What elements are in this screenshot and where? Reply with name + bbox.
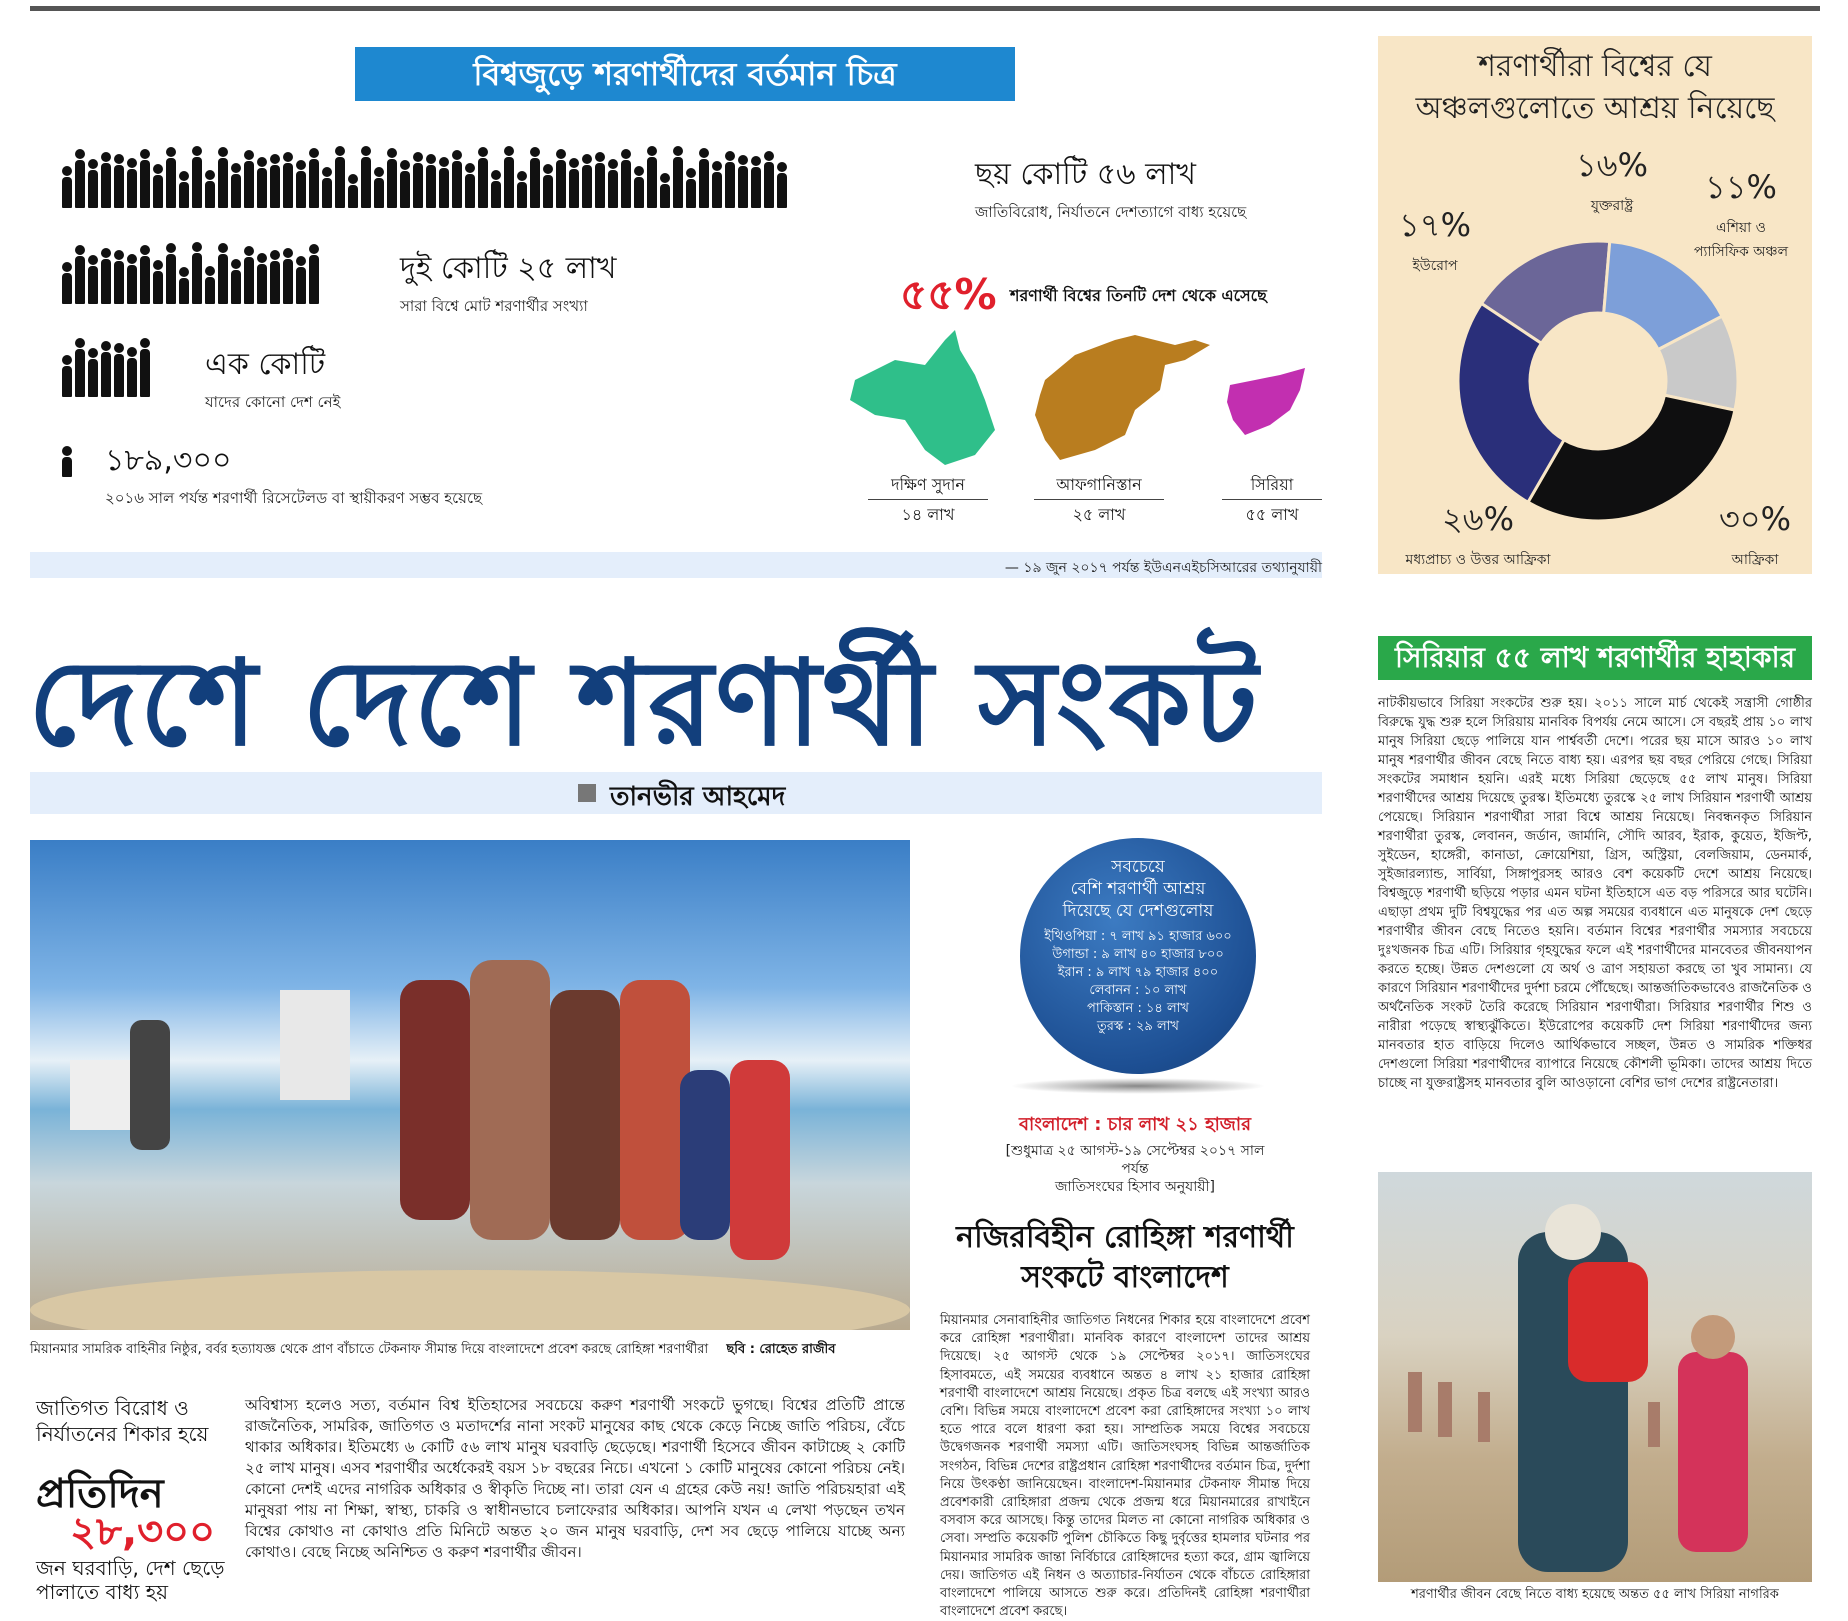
person-silhouette-icon <box>62 262 72 304</box>
person-silhouette-icon <box>426 154 436 208</box>
person-silhouette-icon <box>140 149 150 208</box>
person-silhouette-icon <box>244 246 254 304</box>
photo-people-icon <box>30 840 910 1330</box>
person-silhouette-icon <box>361 146 371 208</box>
daily-big: প্রতিদিন <box>36 1471 164 1517</box>
person-silhouette-icon <box>504 146 514 208</box>
donut-title <box>1378 46 1812 130</box>
donut-title-line2: অঞ্চলগুলোতে আশ্রয় নিয়েছে <box>1415 91 1775 126</box>
person-silhouette-icon <box>699 148 709 208</box>
person-silhouette-icon <box>374 167 384 208</box>
person-silhouette-icon <box>270 154 280 208</box>
person-silhouette-icon <box>88 159 98 208</box>
stat-2-value: দুই কোটি ২৫ লাখ <box>400 251 617 286</box>
circle-title <box>1020 856 1256 922</box>
rohingya-headline <box>940 1218 1310 1298</box>
person-silhouette-icon <box>491 170 501 208</box>
daily-label-l1: জাতিগত বিরোধ ও <box>36 1396 189 1420</box>
circle-title-l2: বেশি শরণার্থী আশ্রয় <box>1070 879 1206 899</box>
stat-3-label: যাদের কোনো দেশ নেই <box>205 393 341 411</box>
person-silhouette-icon <box>296 256 306 304</box>
caption-credit: ছবি : রোহেত রাজীব <box>726 1342 836 1357</box>
label: আফ্রিকা <box>1731 552 1779 568</box>
person-silhouette-icon <box>764 151 774 208</box>
person-silhouette-icon <box>257 253 267 304</box>
person-silhouette-icon <box>62 446 72 477</box>
person-silhouette-icon <box>309 244 319 304</box>
person-silhouette-icon <box>296 160 306 208</box>
circle-title-l1: সবচেয়ে <box>1111 857 1165 877</box>
person-silhouette-icon <box>712 161 722 208</box>
rohingya-headline-l1: নজিরবিহীন রোহিঙ্গা শরণার্থী <box>956 1220 1294 1255</box>
person-silhouette-icon <box>101 248 111 304</box>
person-silhouette-icon <box>140 338 150 397</box>
circle-item: তুরস্ক : ২৯ লাখ <box>1097 1019 1179 1034</box>
country-count: ২৫ লাখ <box>1034 499 1164 529</box>
person-silhouette-icon <box>205 170 215 208</box>
label-l1: এশিয়া ও <box>1715 220 1766 236</box>
person-silhouette-icon <box>413 152 423 208</box>
person-silhouette-icon <box>62 166 72 208</box>
person-silhouette-icon <box>738 155 748 208</box>
person-silhouette-icon <box>777 162 787 208</box>
person-silhouette-icon <box>660 173 670 208</box>
person-silhouette-icon <box>543 164 553 208</box>
person-silhouette-icon <box>127 254 137 304</box>
stat-4 <box>105 436 482 512</box>
country-south-sudan <box>868 472 988 529</box>
person-silhouette-icon <box>101 152 111 208</box>
rohingya-photo-caption <box>30 1340 910 1361</box>
country-afghanistan <box>1034 472 1164 529</box>
person-silhouette-icon <box>244 150 254 208</box>
daily-foot <box>36 1556 225 1604</box>
syria-photo-caption: শরণার্থীর জীবন বেছে নিতে বাধ্য হয়েছে অন্তত ৫৫ লাখ সিরিয়া নাগরিক <box>1411 1587 1779 1602</box>
country-name: সিরিয়া <box>1250 475 1294 494</box>
person-silhouette-icon <box>88 348 98 397</box>
person-silhouette-icon <box>309 148 319 208</box>
person-silhouette-icon <box>452 150 462 208</box>
stat-4-label: ২০১৬ সাল পর্যন্ত শরণার্থী রিসেটেলড বা স্থায়ীকরণ সম্ভব হয়েছে <box>105 489 483 507</box>
donut-label-europe <box>1395 200 1475 278</box>
person-silhouette-icon <box>478 147 488 208</box>
person-silhouette-icon <box>192 146 202 208</box>
donut-hole <box>1530 313 1666 449</box>
country-count: ৫৫ লাখ <box>1222 499 1322 529</box>
donut-label-africa <box>1710 494 1800 572</box>
circle-item: ইথিওপিয়া : ৭ লাখ ৯১ হাজার ৬০০ <box>1044 929 1232 944</box>
person-silhouette-icon <box>166 147 176 208</box>
donut-label-mena <box>1388 494 1568 572</box>
pct: ২৬% <box>1441 500 1515 538</box>
bangladesh-note-l1: [শুধুমাত্র ২৫ আগস্ট-১৯ সেপ্টেম্বর ২০১৭ সাল পর্যন্ত <box>1005 1143 1265 1177</box>
person-silhouette-icon <box>751 156 761 208</box>
person-silhouette-icon <box>595 152 605 208</box>
person-silhouette-icon <box>335 146 345 208</box>
person-silhouette-icon <box>192 242 202 304</box>
pct: ১১% <box>1705 168 1777 206</box>
person-silhouette-icon <box>75 245 85 304</box>
person-silhouette-icon <box>517 171 527 208</box>
daily-number: ২৮,৩০০ <box>70 1509 216 1555</box>
headline: দেশে দেশে শরণার্থী সংকট <box>28 634 1260 772</box>
person-silhouette-icon <box>88 255 98 304</box>
person-silhouette-icon <box>231 163 241 208</box>
origin-percent: ৫৫% <box>900 270 997 319</box>
person-silhouette-icon <box>231 259 241 304</box>
person-silhouette-icon <box>439 157 449 208</box>
person-silhouette-icon <box>75 338 85 397</box>
circle-list <box>1020 928 1256 1036</box>
byline: তানভীর আহমেদ <box>610 782 786 812</box>
bangladesh-note <box>990 1142 1280 1196</box>
person-silhouette-icon <box>153 260 163 304</box>
country-maps <box>835 320 1315 470</box>
person-silhouette-icon <box>556 149 566 208</box>
person-silhouette-icon <box>270 250 280 304</box>
origin-text: শরণার্থী বিশ্বের তিনটি দেশ থেকে এসেছে <box>1010 286 1267 305</box>
syria-map-icon <box>1227 368 1305 435</box>
bangladesh-count: বাংলাদেশ : চার লাখ ২১ হাজার <box>1018 1114 1252 1135</box>
donut-chart <box>1453 236 1743 526</box>
top-rule <box>30 6 1820 11</box>
caption-text: মিয়ানমার সামরিক বাহিনীর নিষ্ঠুর, বর্বর হত্যাযজ্ঞ থেকে প্রাণ বাঁচাতে টেকনাফ সীমান্ত দিয়ে বাংলাদেশে প্রবেশ করছে রোহিঙ্গা শরণার্থীরা <box>30 1342 709 1357</box>
circle-shadow <box>1010 1078 1266 1094</box>
rohingya-photo <box>30 840 910 1330</box>
person-silhouette-icon <box>166 243 176 304</box>
country-count: ১৪ লাখ <box>868 499 988 529</box>
person-silhouette-icon <box>608 159 618 208</box>
person-silhouette-icon <box>686 168 696 208</box>
person-silhouette-icon <box>114 343 124 397</box>
person-silhouette-icon <box>179 267 189 304</box>
byline-bullet <box>578 784 596 802</box>
person-silhouette-icon <box>127 158 137 208</box>
person-silhouette-icon <box>153 164 163 208</box>
country-name: আফগানিস্তান <box>1056 475 1142 494</box>
source-note: — ১৯ জুন ২০১৭ পর্যন্ত ইউএনএইচসিআরের তথ্যানুযায়ী <box>1004 560 1322 576</box>
donut-title-line1: শরণার্থীরা বিশ্বের যে <box>1478 49 1712 84</box>
person-silhouette-icon <box>322 167 332 208</box>
pct: ৩০% <box>1718 500 1792 538</box>
person-silhouette-icon <box>101 341 111 397</box>
daily-label-l2: নির্যাতনের শিকার হয়ে <box>36 1422 209 1446</box>
stat-4-value: ১৮৯,৩০০ <box>105 443 232 478</box>
silhouette-row-2 <box>62 242 319 304</box>
south-sudan-map-icon <box>850 330 995 465</box>
person-silhouette-icon <box>725 151 735 208</box>
rohingya-body: মিয়ানমার সেনাবাহিনীর জাতিগত নিধনের শিকার হয়ে বাংলাদেশে প্রবেশ করে রোহিঙ্গা শরণার্থীরা। মানবিক কারণে বাংলাদেশ তাদের আশ্রয় দিয়েছে। ২৫ আগস্ট থেকে ১৯ সেপ্টেম্বর ২০১৭। জাতিসংঘের হিসাবমতে, এই সময়ের ব্যবধানে অন্তত ৪ লাখ ২১ হাজার রোহিঙ্গা শরণার্থী বাংলাদেশে আশ্রয় নিয়েছে। প্রকৃত চিত্র বলছে এই সংখ্যা আরও বেশি। বিভিন্ন সময়ে বাংলাদেশে প্রবেশ করা রোহিঙ্গাদের সংখ্যা ১০ লাখ হতে পারে বলে ধারণা করা হয়। সাম্প্রতিক সময়ে বিশ্বের সবচেয়ে উদ্বেগজনক শরণার্থী সমস্যা এটি। জাতিসংঘসহ বিভিন্ন আন্তর্জাতিক সংগঠন, বিভিন্ন দেশের রাষ্ট্রপ্রধান রোহিঙ্গা শরণার্থীদের বর্তমান চিত্র, দুর্দশা নিয়ে উৎকণ্ঠা জানিয়েছেন। বাংলাদেশ-মিয়ানমার টেকনাফ সীমান্ত দিয়ে প্রবেশকারী রোহিঙ্গারা প্রজন্ম থেকে প্রজন্ম ধরে মিয়ানমারের রাখাইনে বসবাস করে আসছে। কিন্তু তাদের মিলত না কোনো নাগরিক অধিকার ও সেবা। সম্প্রতি কয়েকটি পুলিশ চৌকিতে কিছু দুর্বৃত্তের হামলার ঘটনার পর মিয়ানমার সামরিক জান্তা নির্বিচারে রোহিঙ্গাদের হত্যা করে, গ্রাম জ্বালিয়ে দেয়। জাতিগত এই নিধন ও অত্যাচার-নির্যাতন থেকে বাঁচতে রোহিঙ্গারা বাংলাদেশে পালিয়ে আসতে শুরু করে। প্রতিদিনই রোহিঙ্গা শরণার্থীরা বাংলাদেশে প্রবেশ করছে। <box>940 1313 1310 1620</box>
stat-3 <box>205 340 340 416</box>
stat-1-label: জাতিবিরোধ, নির্যাতনে দেশত্যাগে বাধ্য হয়েছে <box>975 203 1247 221</box>
circle-title-l3: দিয়েছে যে দেশগুলোয় <box>1062 901 1214 921</box>
circle-item: ইরান : ৯ লাখ ৭৯ হাজার ৪০০ <box>1057 965 1219 980</box>
person-silhouette-icon <box>218 147 228 208</box>
bangladesh-note-l2: জাতিসংঘের হিসাব অনুযায়ী] <box>1054 1179 1216 1195</box>
label: ইউরোপ <box>1412 258 1458 274</box>
person-silhouette-icon <box>257 157 267 208</box>
person-silhouette-icon <box>114 250 124 304</box>
syria-body: নাটকীয়ভাবে সিরিয়া সংকটের শুরু হয়। ২০১১ সালে মার্চ থেকেই সন্ত্রাসী গোষ্ঠীর বিরুদ্ধে যুদ্ধ শুরু হলে সিরিয়ায় মানবিক বিপর্যয় নেমে আসে। সে বছরই প্রায় ১০ লাখ মানুষ সিরিয়া ছেড়ে পালিয়ে যান পার্শ্ববর্তী দেশে। পরের ছয় মাসে আরও ১০ লাখ মানুষ শরণার্থীর জীবন বেছে নিতে বাধ্য হয়। এরপর ছয় বছর পেরিয়ে গেছে। সিরিয়া সংকটের সমাধান হয়নি। এরই মধ্যে সিরিয়া ছেড়েছে ৫৫ লাখ মানুষ। সিরিয়া শরণার্থীদের আশ্রয় দিয়েছে তুরস্ক। ইতিমধ্যে তুরস্কে ২৫ লাখ সিরিয়ান শরণার্থী আশ্রয় পেয়েছে। সিরিয়ান শরণার্থীরা সারা বিশ্বে আশ্রয় নিয়েছে। নিবন্ধনকৃত সিরিয়ান শরণার্থীরা তুরস্ক, লেবানন, জর্ডান, জার্মানি, সৌদি আরব, ইরাক, কুয়েত, ইজিপ্ট, সুইডেন, হাঙ্গেরী, কানাডা, ক্রোয়েশিয়া, গ্রিস, অস্ট্রিয়া, বেলজিয়াম, ডেনমার্ক, সুইজারল্যান্ড, সার্বিয়া, সিঙ্গাপুরসহ আরও বেশ কয়েকটি দেশে আশ্রয় নিয়েছে। বিশ্বজুড়ে শরণার্থী ছড়িয়ে পড়ার এমন ঘটনা ইতিহাসে এত বড় পরিসরে আর ঘটেনি। এছাড়া প্রথম দুটি বিশ্বযুদ্ধের পর এত অল্প সময়ের ব্যবধানে এত মানুষকে দেশ ছেড়ে শরণার্থীর জীবন বেছে নিতেও হয়নি। বর্তমান বিশ্বের শরণার্থীর সমস্যার সবচেয়ে দুঃখজনক চিত্র এটি। সিরিয়ার গৃহযুদ্ধের ফলে এই শরণার্থীদের মানবেতর জীবনযাপন করতে হচ্ছে। উন্নত দেশগুলো যে অর্থ ও ত্রাণ সহায়তা করছে তা খুব সামান্য। যে কারণে সিরিয়ান শরণার্থীদের দুর্দশা চরমে পৌঁছেছে। আন্তর্জাতিকভাবেও রাজনৈতিক ও অর্থনৈতিক সংকট তৈরি করেছে সিরিয়ান শরণার্থীরা। সিরিয়ার শরণার্থীর শিশু ও নারীরা পড়েছে স্বাস্থ্যঝুঁকিতে। ইউরোপের কয়েকটি দেশ সিরিয়া শরণার্থীদের জন্য মানবতার হাত বাড়িয়ে দিলেও আর্থিকভাবে সচ্ছল, উন্নত ও সামরিক শক্তিধর দেশগুলো সিরিয়া শরণার্থীদের ব্যাপারে নিয়েছে কৌশলী ভূমিকা। তাদের আশ্রয় দিতে চাচ্ছে না যুক্তরাষ্ট্রসহ মানবতার বুলি আওড়ানো বেশির ভাগ দেশের রাষ্ট্রনেতারা। <box>1378 696 1812 1091</box>
person-silhouette-icon <box>62 355 72 397</box>
label-l2: প্যাসিফিক অঞ্চল <box>1693 244 1789 260</box>
person-silhouette-icon <box>283 248 293 304</box>
stat-2 <box>400 244 617 320</box>
person-silhouette-icon <box>530 147 540 208</box>
circle-item: পাকিস্তান : ১৪ লাখ <box>1087 1001 1189 1016</box>
main-body: অবিশ্বাস্য হলেও সত্য, বর্তমান বিশ্ব ইতিহাসের সবচেয়ে করুণ শরণার্থী সংকটে ভুগছে। বিশ্বের প্রতিটি প্রান্তে রাজনৈতিক, সামরিক, জাতিগত ও মতাদর্শের নানা সংকট মানুষের কাছ থেকে কেড়ে নিচ্ছে জাতি পরিচয়, বেঁচে থাকার অধিকার। ইতিমধ্যে ৬ কোটি ৫৬ লাখ মানুষ ঘরবাড়ি ছেড়েছে। শরণার্থী হিসেবে জীবন কাটাচ্ছে ২ কোটি ২৫ লাখ মানুষ। এসব শরণার্থীর অর্ধেকেরই বয়স ১৮ বছরের নিচে। এখনো ১ কোটি মানুষের কোনো পরিচয় নেই। কোনো দেশই এদের নাগরিক অধিকার ও স্বীকৃতি দিচ্ছে না। তারা যেন এ গ্রহের কেউ নয়! জাতি পরিচয়হারা এই মানুষরা পায় না শিক্ষা, স্বাস্থ্য, চাকরি ও স্বাধীনভাবে চলাফেরার অধিকার। আপনি যখন এ লেখা পড়ছেন তখন বিশ্বের কোথাও না কোথাও প্রতি মিনিটে অন্তত ২০ জন মানুষ ঘরবাড়ি, দেশ সব ছেড়ে পালিয়ে যাচ্ছে অন্য কোথাও। বেছে নিচ্ছে অনিশ্চিত ও করুণ শরণার্থীর জীবন। <box>245 1396 905 1561</box>
person-silhouette-icon <box>387 148 397 208</box>
label: মধ্যপ্রাচ্য ও উত্তর আফ্রিকা <box>1405 552 1551 568</box>
person-silhouette-icon <box>621 149 631 208</box>
person-silhouette-icon <box>647 146 657 208</box>
syria-photo <box>1378 1172 1812 1582</box>
circle-item: লেবানন : ১০ লাখ <box>1089 983 1187 998</box>
stat-1-value: ছয় কোটি ৫৬ লাখ <box>975 157 1196 192</box>
silhouette-row-1 <box>62 146 787 208</box>
country-name: দক্ষিণ সুদান <box>891 475 965 494</box>
top-host-countries-circle <box>1020 838 1256 1074</box>
person-silhouette-icon <box>283 152 293 208</box>
person-silhouette-icon <box>75 149 85 208</box>
person-silhouette-icon <box>634 166 644 208</box>
stat-2-label: সারা বিশ্বে মোট শরণার্থীর সংখ্যা <box>400 297 588 315</box>
person-silhouette-icon <box>205 266 215 304</box>
country-syria <box>1222 472 1322 529</box>
silhouette-row-3 <box>62 338 150 397</box>
silhouette-row-4 <box>62 446 72 477</box>
stat-1 <box>975 150 1246 226</box>
person-silhouette-icon <box>465 163 475 208</box>
photo-refugee-icon <box>1378 1172 1812 1582</box>
person-silhouette-icon <box>114 154 124 208</box>
person-silhouette-icon <box>218 243 228 304</box>
daily-label <box>36 1395 208 1447</box>
afghanistan-map-icon <box>1035 335 1210 460</box>
person-silhouette-icon <box>348 174 358 208</box>
pct: ১৭% <box>1399 206 1471 244</box>
donut-label-usa <box>1562 140 1662 218</box>
circle-item: উগান্ডা : ৯ লাখ ৪০ হাজার ৮০০ <box>1052 947 1224 962</box>
person-silhouette-icon <box>179 171 189 208</box>
person-silhouette-icon <box>569 158 579 208</box>
donut-label-asia <box>1676 162 1806 264</box>
daily-foot-l2: পালাতে বাধ্য হয় <box>36 1580 169 1604</box>
pct: ১৬% <box>1576 146 1648 184</box>
label: যুক্তরাষ্ট্র <box>1590 198 1634 214</box>
syria-banner: সিরিয়ার ৫৫ লাখ শরণার্থীর হাহাকার <box>1378 636 1812 680</box>
person-silhouette-icon <box>673 146 683 208</box>
rohingya-headline-l2: সংকটে বাংলাদেশ <box>1021 1260 1229 1295</box>
stat-3-value: এক কোটি <box>205 347 326 382</box>
infographic-banner: বিশ্বজুড়ে শরণার্থীদের বর্তমান চিত্র <box>355 47 1015 101</box>
person-silhouette-icon <box>140 245 150 304</box>
person-silhouette-icon <box>127 347 137 397</box>
person-silhouette-icon <box>400 160 410 208</box>
person-silhouette-icon <box>582 154 592 208</box>
daily-foot-l1: জন ঘরবাড়ি, দেশ ছেড়ে <box>36 1556 225 1580</box>
